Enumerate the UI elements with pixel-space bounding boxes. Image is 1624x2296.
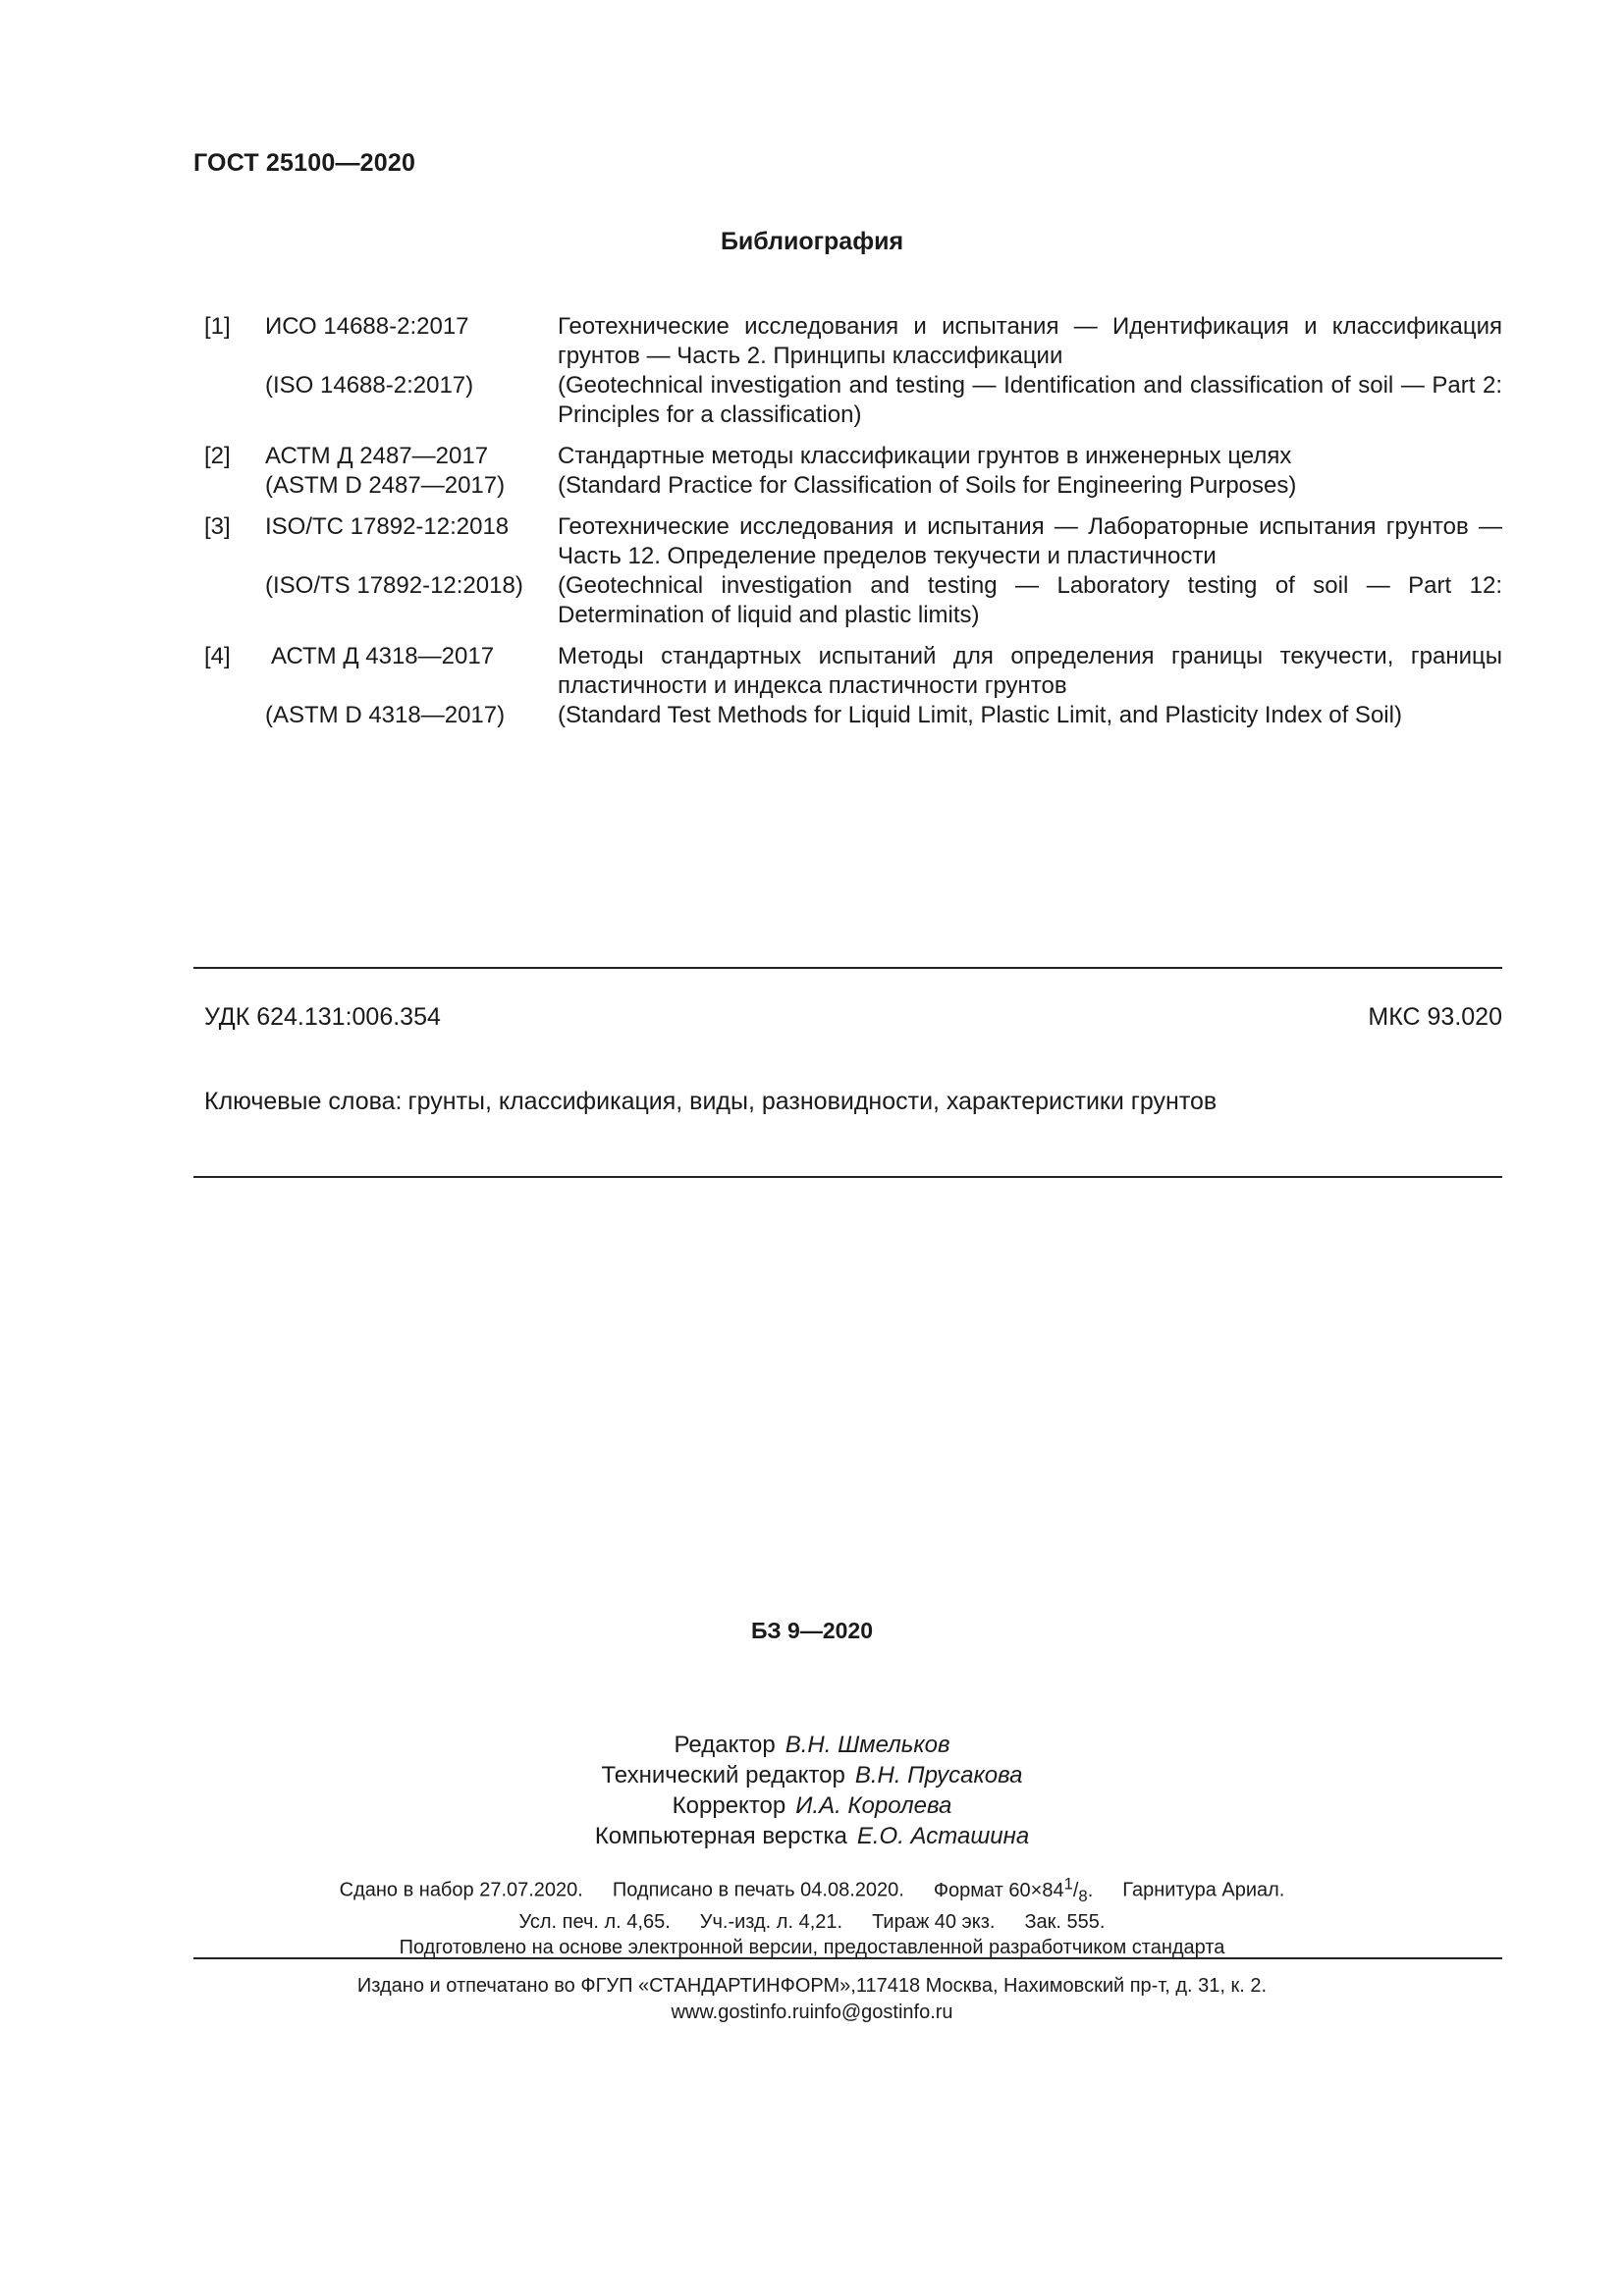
publisher-contacts (0, 2000, 1624, 2026)
entry-title (558, 312, 1502, 430)
credit-row (0, 1760, 1624, 1790)
entry-code (265, 312, 558, 430)
entry-title (558, 442, 1502, 501)
bibliography-list (204, 312, 1502, 742)
bibliography-title: Библиография (720, 228, 904, 255)
publisher-line: Издано и отпечатано во ФГУП «СТАНДАРТИНФОРМ»,117418 Москва, Нахимовский пр-т, д. 31, к. 2. (356, 1975, 1268, 1997)
mks-code: МКС 93.020 (1368, 1003, 1502, 1031)
print-sheets: Усл. печ. л. 4,65. (518, 1910, 671, 1933)
entry-number: [1] (204, 313, 231, 340)
order-number: Зак. 555. (1024, 1910, 1106, 1933)
credit-row (0, 1730, 1624, 1760)
bibliography-entry (204, 312, 1502, 430)
document-id: ГОСТ 25100—2020 (193, 149, 416, 177)
prepared-note: Подготовлено на основе электронной версии, предоставленной разработчиком стандарта (399, 1936, 1225, 1958)
entry-number: [2] (204, 443, 231, 469)
entry-code-ru: ISO/ТС 17892-12:2018 (265, 513, 510, 540)
credit-name: И.А. Королева (795, 1792, 952, 1819)
entry-code (265, 642, 558, 730)
website-link[interactable]: www.gostinfo.ru (671, 2002, 810, 2023)
credit-row (0, 1790, 1624, 1821)
email-link[interactable]: info@gostinfo.ru (809, 2002, 953, 2023)
entry-title-en: (Standard Practice for Classification of Soils for Engineering Purposes) (558, 472, 1297, 499)
entry-title (558, 512, 1502, 630)
entry-title-ru: Методы стандартных испытаний для определения границы текучести, границы пластичности и индекса пластичности грунтов (558, 643, 1502, 699)
paper-format: Формат $60\times 84^1/_8$. (933, 1874, 1094, 1905)
keywords-label: Ключевые слова: (204, 1088, 403, 1115)
credit-role: Редактор (674, 1732, 776, 1758)
credits (0, 1730, 1624, 1851)
entry-title-ru: Геотехнические исследования и испытания — Идентификация и классификация грунтов — Часть 2. Принципы классификации (558, 313, 1502, 369)
entry-code-en: (ISO 14688-2:2017) (265, 372, 474, 399)
bibliography-entry (204, 442, 1502, 501)
imprint-line-2 (0, 1909, 1624, 1935)
typeface: Гарнитура Ариал. (1122, 1879, 1285, 1901)
submitted-date: Сдано в набор 27.07.2020. (339, 1879, 583, 1901)
entry-title (558, 642, 1502, 730)
imprint (0, 1871, 1624, 1960)
credit-role: Технический редактор (601, 1762, 845, 1789)
udk-code: УДК 624.131:006.354 (204, 1003, 441, 1031)
entry-code-en: (ASTM D 4318—2017) (265, 702, 506, 728)
entry-title-ru: Геотехнические исследования и испытания — Лабораторные испытания грунтов — Часть 12. Определение пределов текучести и пластичности (558, 513, 1502, 569)
keywords-list: грунты, классификация, виды, разновидности, характеристики грунтов (407, 1088, 1218, 1115)
divider (193, 967, 1502, 969)
signed-date: Подписано в печать 04.08.2020. (612, 1879, 904, 1901)
divider (193, 1957, 1502, 1959)
entry-code (265, 442, 558, 501)
entry-code (265, 512, 558, 630)
entry-title-en: (Standard Test Methods for Liquid Limit, Plastic Limit, and Plasticity Index of Soil) (558, 702, 1402, 728)
entry-code-ru: АСТМ Д 2487—2017 (265, 443, 489, 469)
print-run: Тираж 40 экз. (872, 1910, 996, 1933)
imprint-line-1 (0, 1871, 1624, 1909)
entry-title-en: (Geotechnical investigation and testing — Laboratory testing of soil — Part 12: Determination of liquid and plastic limits) (558, 572, 1502, 628)
credit-name: В.Н. Шмельков (785, 1732, 950, 1758)
publishing-sheets: Уч.-изд. л. 4,21. (699, 1910, 843, 1933)
credit-row (0, 1821, 1624, 1851)
entry-title-ru: Стандартные методы классификации грунтов в инженерных целях (558, 443, 1292, 469)
bibliography-entry (204, 512, 1502, 630)
credit-name: Е.О. Асташина (856, 1823, 1030, 1849)
entry-number: [3] (204, 513, 231, 540)
publisher (0, 1973, 1624, 2026)
entry-code-ru: ИСО 14688-2:2017 (265, 313, 469, 340)
entry-code-ru: АСТМ Д 4318—2017 (271, 643, 495, 669)
entry-title-en: (Geotechnical investigation and testing — Identification and classification of soil — Part 2: Principles for a classification) (558, 372, 1502, 428)
entry-code-en: (ISO/TS 17892-12:2018) (265, 572, 523, 599)
divider (193, 1176, 1502, 1178)
credit-role: Компьютерная верстка (594, 1823, 847, 1849)
credit-name: В.Н. Прусакова (854, 1762, 1023, 1789)
keywords (204, 1088, 1217, 1116)
bibliography-entry (204, 642, 1502, 730)
bz-number: БЗ 9—2020 (751, 1618, 873, 1643)
entry-code-en: (ASTM D 2487—2017) (265, 472, 506, 499)
entry-number: [4] (204, 643, 231, 669)
credit-role: Корректор (672, 1792, 786, 1819)
